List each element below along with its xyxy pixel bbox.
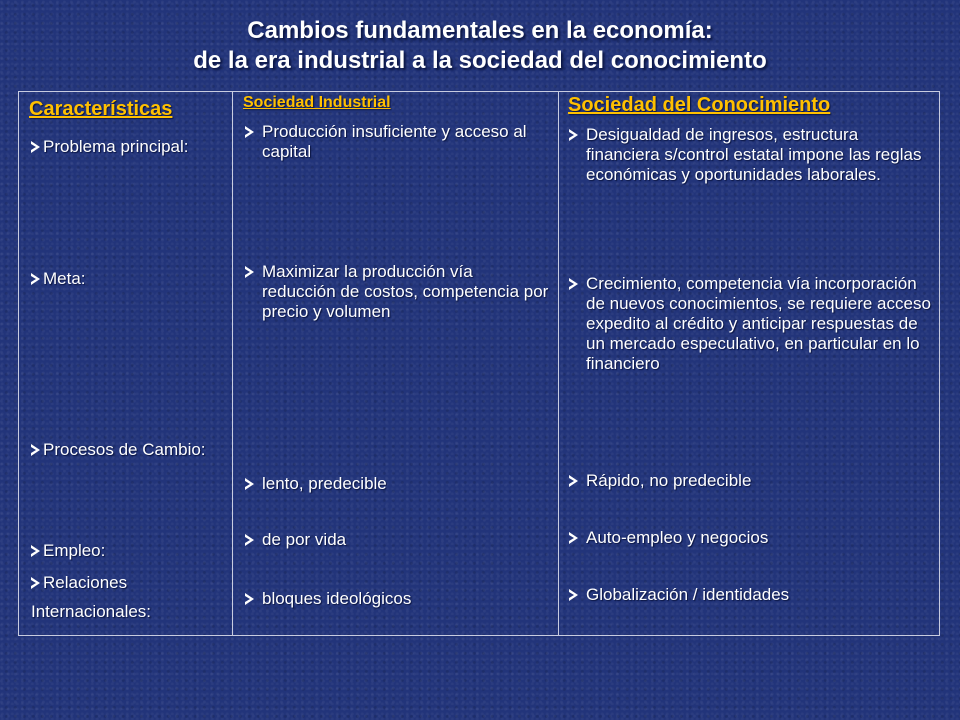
industrial-empleo: de por vida xyxy=(245,530,549,550)
row-label-empleo: Empleo: xyxy=(31,536,226,565)
row-label-procesos: Procesos de Cambio: xyxy=(31,435,226,464)
arrow-bullet-icon xyxy=(31,577,40,589)
arrow-bullet-icon xyxy=(569,589,578,601)
title-line-2: de la era industrial a la sociedad del conocimiento xyxy=(193,47,767,74)
column-header-caracteristicas: Características xyxy=(29,98,173,120)
row-label-problema: Problema principal: xyxy=(31,132,226,161)
arrow-bullet-icon xyxy=(31,444,40,456)
arrow-bullet-icon xyxy=(569,278,578,290)
arrow-bullet-icon xyxy=(31,273,40,285)
column-header-industrial: Sociedad Industrial xyxy=(243,94,391,111)
column-industrial xyxy=(232,92,558,635)
row-label-meta: Meta: xyxy=(31,264,226,293)
industrial-meta: Maximizar la producción vía reducción de costos, competencia por precio y volumen xyxy=(245,262,549,322)
row-label-relaciones: Relaciones Internacionales: xyxy=(31,573,152,621)
arrow-bullet-icon xyxy=(569,129,578,141)
arrow-bullet-icon xyxy=(245,593,254,605)
arrow-bullet-icon xyxy=(569,532,578,544)
arrow-bullet-icon xyxy=(245,534,254,546)
conocimiento-problema: Desigualdad de ingresos, estructura financiera s/control estatal impone las reglas económicas y oportunidades laborales. xyxy=(569,125,931,185)
conocimiento-relaciones: Globalización / identidades xyxy=(569,585,931,605)
column-header-conocimiento: Sociedad del Conocimiento xyxy=(568,94,831,116)
arrow-bullet-icon xyxy=(31,545,40,557)
title-line-1: Cambios fundamentales en la economía: xyxy=(247,17,713,44)
arrow-bullet-icon xyxy=(245,478,254,490)
arrow-bullet-icon xyxy=(245,126,254,138)
slide-title xyxy=(0,16,960,76)
arrow-bullet-icon xyxy=(245,266,254,278)
conocimiento-meta: Crecimiento, competencia vía incorporación de nuevos conocimientos, se requiere acceso expedito al crédito y anticipar respuestas de un mercado especulativo, en particular en lo financiero xyxy=(569,274,931,374)
column-caracteristicas xyxy=(19,92,232,635)
conocimiento-empleo: Auto-empleo y negocios xyxy=(569,528,931,548)
arrow-bullet-icon xyxy=(569,475,578,487)
arrow-bullet-icon xyxy=(31,141,40,153)
industrial-problema: Producción insuficiente y acceso al capital xyxy=(245,122,549,162)
industrial-procesos: lento, predecible xyxy=(245,474,549,494)
comparison-table xyxy=(18,91,940,636)
conocimiento-procesos: Rápido, no predecible xyxy=(569,471,931,491)
column-conocimiento xyxy=(558,92,939,635)
industrial-relaciones: bloques ideológicos xyxy=(245,589,549,609)
